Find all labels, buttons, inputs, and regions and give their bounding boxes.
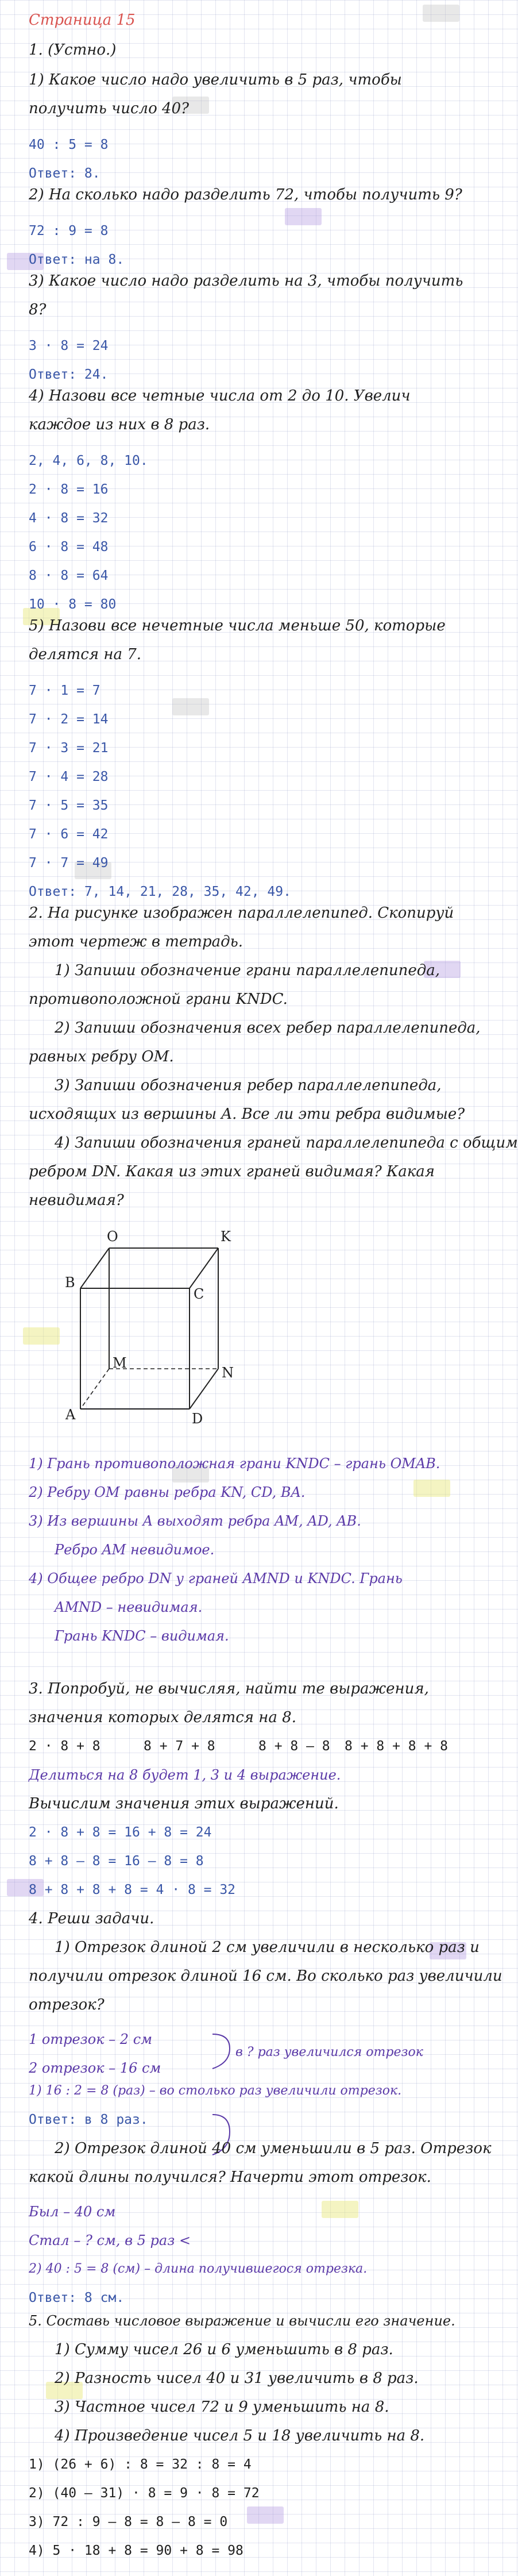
answer-line: 4) Общее ребро DN у граней AMND и KNDC. Грань: [29, 1570, 403, 1587]
watermark: [172, 698, 209, 715]
answer-line: Ребро AM невидимое.: [55, 1542, 215, 1558]
page-title: Страница 15: [29, 11, 136, 29]
vertex-label-c: C: [194, 1286, 204, 1302]
work-line: 7 · 4 = 28: [29, 769, 109, 784]
work-line: 7 · 2 = 14: [29, 712, 109, 727]
section-header: значения которых делятся на 8.: [29, 1709, 296, 1726]
task-line: получили отрезок длиной 16 см. Во сколько раз увеличили: [29, 1967, 502, 1985]
work-line: 2 · 8 = 16: [29, 482, 109, 497]
work-line: 6 · 8 = 48: [29, 540, 109, 555]
task-line: ребром DN. Какая из этих граней видимая? Какая: [29, 1163, 435, 1180]
section-header: 3. Попробуй, не вычисляя, найти те выражения,: [29, 1680, 429, 1697]
calc-title: Вычислим значения этих выражений.: [29, 1795, 339, 1812]
answer-line: AMND – невидимая.: [55, 1599, 203, 1615]
task-line: 1) Запиши обозначение грани параллелепипеда,: [55, 962, 440, 979]
task-line: 1) Сумму чисел 26 и 6 уменьшить в 8 раз.: [55, 2341, 393, 2358]
work-line: 4 · 8 = 32: [29, 511, 109, 526]
answer-line: Ответ: 24.: [29, 367, 109, 382]
work-line: 7 · 6 = 42: [29, 827, 109, 842]
watermark: [413, 1480, 450, 1497]
watermark: [285, 208, 322, 225]
task-line: отрезок?: [29, 1996, 105, 2013]
work-line: 7 · 1 = 7: [29, 683, 100, 698]
vertex-label-d: D: [192, 1411, 203, 1427]
solution-line: 1) (26 + 6) : 8 = 32 : 8 = 4: [29, 2457, 252, 2472]
task-line: противоположной грани KNDC.: [29, 991, 288, 1008]
task-line: какой длины получился? Начерти этот отрезок.: [29, 2169, 431, 2186]
watermark: [322, 2201, 358, 2218]
work-line: 3 · 8 = 24: [29, 338, 109, 353]
work-line: 7 · 5 = 35: [29, 798, 109, 813]
task-line: исходящих из вершины A. Все ли эти ребра видимые?: [29, 1106, 465, 1123]
work-line: 72 : 9 = 8: [29, 224, 109, 238]
task-line: 2) Отрезок длиной 40 см уменьшили в 5 раз. Отрезок: [55, 2140, 492, 2157]
question-line: 3) Какое число надо разделить на 3, чтобы получить: [29, 272, 463, 290]
section-header: 5. Составь числовое выражение и вычисли его значение.: [29, 2313, 455, 2329]
task-line: 1) Отрезок длиной 2 см увеличили в несколько раз и: [55, 1939, 480, 1956]
vertex-label-a: A: [65, 1407, 76, 1423]
task-line: 4) Запиши обозначения граней параллелепипеда с общим: [55, 1134, 518, 1152]
expression: 2 · 8 + 8: [29, 1739, 100, 1754]
vertex-label-m: M: [113, 1355, 127, 1371]
solution-line: 2) 40 : 5 = 8 (см) – длина получившегося отрезка.: [29, 2262, 368, 2276]
answer-line: 2) Ребру OM равны ребра KN, CD, BA.: [29, 1484, 306, 1500]
work-line: 2, 4, 6, 8, 10.: [29, 453, 148, 468]
task-line: 2) Разность чисел 40 и 31 увеличить в 8 раз.: [55, 2370, 419, 2387]
answer-line: Ответ: в 8 раз.: [29, 2112, 148, 2127]
calc-line: 8 + 8 + 8 + 8 = 4 · 8 = 32: [29, 1882, 236, 1897]
diagram-note: в ? раз увеличился отрезок: [235, 2045, 423, 2059]
solution-line: 3) 72 : 9 – 8 = 8 – 8 = 0: [29, 2515, 228, 2529]
question-line: 1) Какое число надо увеличить в 5 раз, чтобы: [29, 71, 402, 88]
question-line: каждое из них в 8 раз.: [29, 416, 210, 433]
work-line: 8 · 8 = 64: [29, 568, 109, 583]
vertex-label-k: K: [221, 1229, 231, 1245]
vertex-label-b: B: [65, 1274, 75, 1291]
work-line: 40 : 5 = 8: [29, 137, 109, 152]
task-line: 3) Запиши обозначения ребер параллелепипеда,: [55, 1077, 442, 1094]
expression: 8 + 8 – 8: [258, 1739, 330, 1754]
task-line: 4) Произведение чисел 5 и 18 увеличить на 8.: [55, 2427, 425, 2444]
solution-line: 1) 16 : 2 = 8 (раз) – во столько раз увеличили отрезок.: [29, 2084, 402, 2098]
vertex-label-o: O: [107, 1229, 118, 1245]
solution-line: 2) (40 – 31) · 8 = 9 · 8 = 72: [29, 2486, 260, 2501]
note-line: Делиться на 8 будет 1, 3 и 4 выражение.: [29, 1767, 341, 1783]
question-line: 2) На сколько надо разделить 72, чтобы получить 9?: [29, 186, 462, 203]
task-line: равных ребру OM.: [29, 1048, 174, 1065]
watermark: [423, 5, 459, 22]
question-line: получить число 40?: [29, 100, 190, 117]
vertex-label-n: N: [222, 1365, 234, 1381]
expression: 8 + 7 + 8: [144, 1739, 215, 1754]
diagram-row: 2 отрезок – 16 см: [29, 2060, 161, 2076]
answer-line: 1) Грань противоположная грани KNDC – грань OMAB.: [29, 1456, 440, 1472]
section-header: этот чертеж в тетрадь.: [29, 933, 243, 950]
diagram-row: Был – 40 см: [29, 2204, 116, 2220]
section-header: 2. На рисунке изображен параллелепипед. Скопируй: [29, 904, 454, 922]
answer-line: Ответ: 7, 14, 21, 28, 35, 42, 49.: [29, 884, 291, 899]
work-line: 7 · 3 = 21: [29, 741, 109, 756]
question-line: 5) Назови все нечетные числа меньше 50, которые: [29, 617, 446, 634]
diagram-row: Стал – ? см, в 5 раз <: [29, 2232, 191, 2248]
section-header: 1. (Устно.): [29, 41, 117, 59]
work-line: 7 · 7 = 49: [29, 856, 109, 871]
question-line: 4) Назови все четные числа от 2 до 10. Увелич: [29, 387, 411, 405]
expression: 8 + 8 + 8 + 8: [345, 1739, 449, 1754]
calc-line: 2 · 8 + 8 = 16 + 8 = 24: [29, 1825, 212, 1840]
work-line: 10 · 8 = 80: [29, 597, 117, 612]
answer-line: Ответ: 8.: [29, 166, 100, 181]
question-line: 8?: [29, 301, 47, 318]
calc-line: 8 + 8 – 8 = 16 – 8 = 8: [29, 1854, 204, 1869]
task-line: 3) Частное чисел 72 и 9 уменьшить на 8.: [55, 2398, 389, 2416]
watermark: [247, 2506, 284, 2524]
task-line: 2) Запиши обозначения всех ребер параллелепипеда,: [55, 1019, 481, 1037]
watermark: [23, 1327, 60, 1345]
section-header: 4. Реши задачи.: [29, 1910, 154, 1927]
question-line: делятся на 7.: [29, 646, 142, 663]
answer-line: 3) Из вершины A выходят ребра AM, AD, AB.: [29, 1513, 361, 1529]
answer-line: Ответ: 8 см.: [29, 2290, 125, 2305]
task-line: невидимая?: [29, 1192, 124, 1209]
solution-line: 4) 5 · 18 + 8 = 90 + 8 = 98: [29, 2543, 243, 2558]
answer-line: Ответ: на 8.: [29, 252, 125, 267]
answer-line: Грань KNDC – видимая.: [55, 1628, 229, 1644]
diagram-row: 1 отрезок – 2 см: [29, 2031, 153, 2047]
